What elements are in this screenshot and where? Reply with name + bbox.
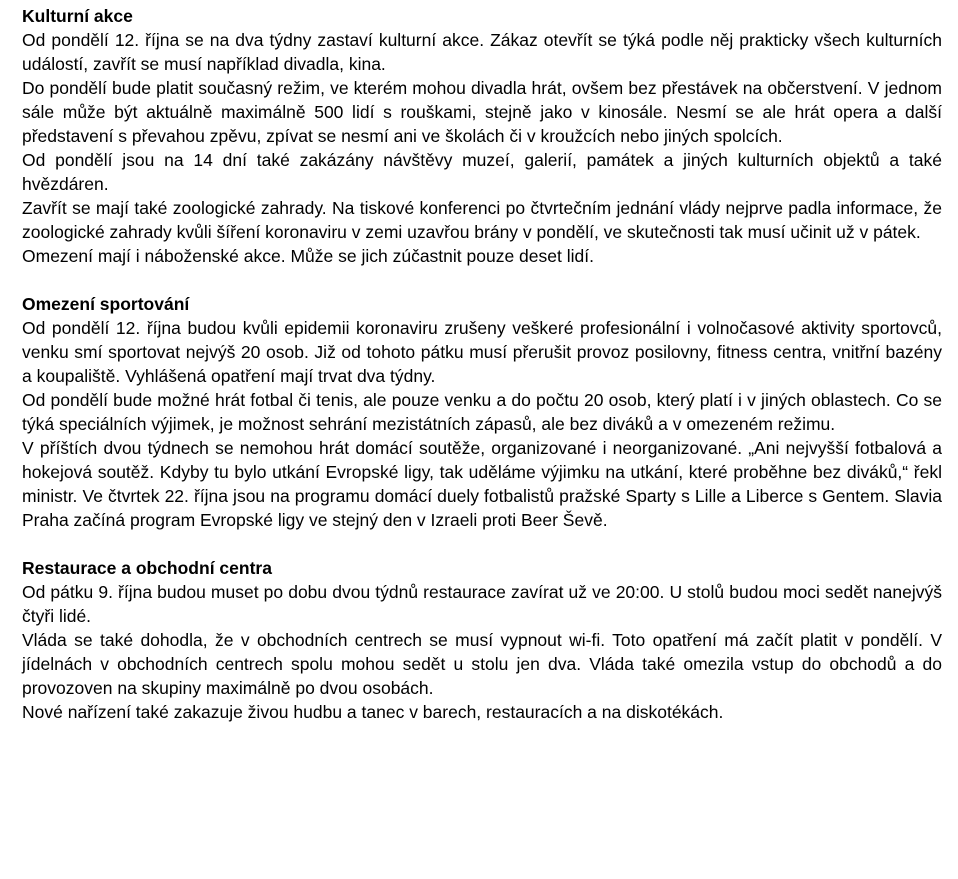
paragraph: Od pátku 9. října budou muset po dobu dvou týdnů restaurace zavírat už ve 20:00. U stolů budou moci sedět nanejvýš čtyři lidé. xyxy=(22,582,942,626)
paragraph: Od pondělí 12. října se na dva týdny zastaví kulturní akce. Zákaz otevřít se týká podle něj prakticky všech kulturních událostí, zavřít se musí například divadla, kina. xyxy=(22,30,942,74)
section-heading: Omezení sportování xyxy=(22,294,190,314)
paragraph: Omezení mají i náboženské akce. Může se jich zúčastnit pouze deset lidí. xyxy=(22,246,594,266)
paragraph: Vláda se také dohodla, že v obchodních centrech se musí vypnout wi-fi. Toto opatření má začít platit v pondělí. V jídelnách v obchodních centrech spolu mohou sedět u stolu jen dva. Vláda také omezila vstup do obchodů a do provozoven na skupiny maximálně po dvou osobách. xyxy=(22,630,942,698)
paragraph: Do pondělí bude platit současný režim, ve kterém mohou divadla hrát, ovšem bez přestávek na občerstvení. V jednom sále může být aktuálně maximálně 500 lidí s rouškami, stejně jako v kinosále. Nesmí se ale hrát opera a další představení s převahou zpěvu, zpívat se nesmí ani ve školách či v kroužcích nebo jiných spolcích. xyxy=(22,78,942,146)
paragraph: V příštích dvou týdnech se nemohou hrát domácí soutěže, organizované i neorganizované. „Ani nejvyšší fotbalová a hokejová soutěž. Kdyby tu bylo utkání Evropské ligy, tak uděláme výjimku na utkání, které proběhne bez diváků,“ řekl ministr. Ve čtvrtek 22. října jsou na programu domácí duely fotbalistů pražské Sparty s Lille a Liberce s Gentem. Slavia Praha začíná program Evropské ligy ve stejný den v Izraeli proti Beer Ševě. xyxy=(22,438,942,530)
paragraph: Od pondělí bude možné hrát fotbal či tenis, ale pouze venku a do počtu 20 osob, který platí i v jiných oblastech. Co se týká speciálních výjimek, je možnost sehrání mezistátních zápasů, ale bez diváků a v omezeném režimu. xyxy=(22,390,942,434)
paragraph: Nové nařízení také zakazuje živou hudbu a tanec v barech, restauracích a na diskotékách. xyxy=(22,702,724,722)
paragraph: Od pondělí jsou na 14 dní také zakázány návštěvy muzeí, galerií, památek a jiných kulturních objektů a také hvězdáren. xyxy=(22,150,942,194)
section-sports xyxy=(22,292,942,532)
paragraph: Od pondělí 12. října budou kvůli epidemii koronaviru zrušeny veškeré profesionální i volnočasové aktivity sportovců, venku smí sportovat nejvýš 20 osob. Již od tohoto pátku musí přerušit provoz posilovny, fitness centra, vnitřní bazény a koupaliště. Vyhlášená opatření mají trvat dva týdny. xyxy=(22,318,942,386)
paragraph: Zavřít se mají také zoologické zahrady. Na tiskové konferenci po čtvrtečním jednání vlády nejprve padla informace, že zoologické zahrady kvůli šíření koronaviru v zemi uzavřou brány v pondělí, ve skutečnosti tak musí učinit už v pátek. xyxy=(22,198,942,242)
section-culture xyxy=(22,4,942,268)
section-restaurants xyxy=(22,556,942,724)
section-heading: Kulturní akce xyxy=(22,6,133,26)
document-body xyxy=(22,4,942,748)
section-heading: Restaurace a obchodní centra xyxy=(22,558,272,578)
